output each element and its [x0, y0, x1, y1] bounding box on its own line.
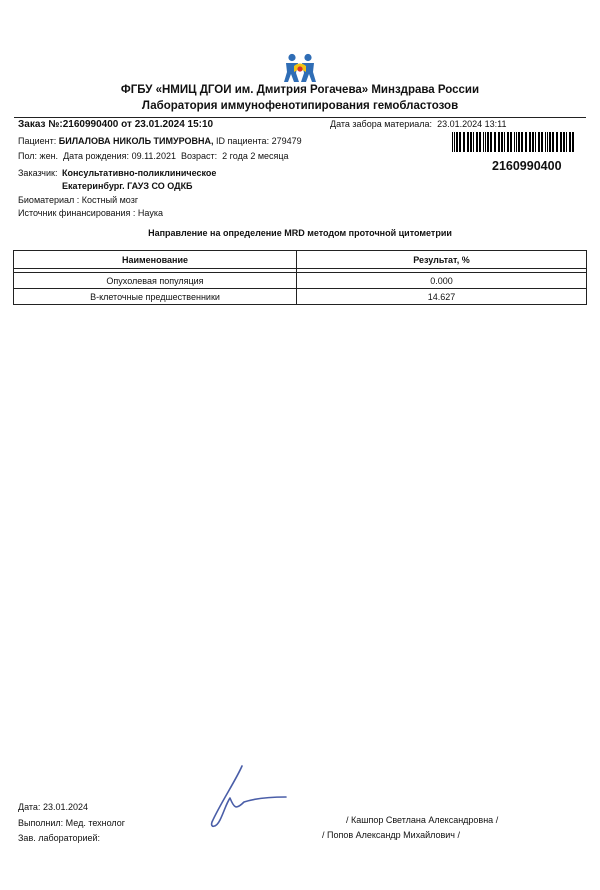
barcode-bar: [459, 132, 461, 152]
barcode-bar: [532, 132, 534, 152]
barcode-bar: [535, 132, 536, 152]
table-row: [14, 273, 587, 289]
results-header-row: [14, 251, 587, 269]
barcode: [452, 132, 576, 152]
barcode-bar: [498, 132, 500, 152]
footer-date: 23.01.2024: [42, 802, 88, 812]
result-value: 0.000: [297, 273, 587, 289]
result-value: 14.627: [297, 289, 587, 305]
order-line: [18, 119, 213, 130]
footer-date-label: Дата:: [18, 802, 41, 812]
barcode-bar: [494, 132, 496, 152]
signature: [200, 762, 290, 832]
barcode-bar: [485, 132, 486, 152]
barcode-bar: [452, 132, 453, 152]
performed-label: Выполнил:: [18, 818, 64, 828]
patient-details-line: [18, 151, 289, 161]
collection-label: Дата забора материала:: [330, 119, 433, 129]
barcode-bar: [563, 132, 565, 152]
footer-date-line: [18, 802, 88, 812]
barcode-bar: [501, 132, 503, 152]
customer-line-2: Екатеринбург. ГАУЗ СО ОДКБ: [62, 181, 193, 191]
birth-date: 09.11.2021: [131, 151, 176, 161]
birth-date-label: Дата рождения:: [63, 151, 130, 161]
barcode-bar: [483, 132, 484, 152]
name-column-header: Наименование: [14, 251, 297, 269]
order-number: 2160990400: [62, 119, 119, 130]
biomaterial-label: Биоматериал :: [18, 195, 80, 205]
age-value: 2 года 2 месяца: [222, 151, 289, 161]
header-divider: [14, 117, 586, 118]
funding-line: [18, 208, 163, 218]
collection-line: [330, 119, 506, 129]
patient-id: 279479: [271, 136, 302, 146]
barcode-bar: [454, 132, 455, 152]
results-table: [13, 250, 587, 305]
biomaterial-value: Костный мозг: [81, 195, 139, 205]
performed-role: Мед. технолог: [65, 818, 126, 828]
sex-value: жен.: [39, 151, 59, 161]
patient-line: [18, 136, 302, 146]
patient-name: БИЛАЛОВА НИКОЛЬ ТИМУРОВНА,: [58, 136, 214, 146]
patient-id-label: ID пациента:: [216, 136, 270, 146]
barcode-bar: [487, 132, 489, 152]
barcode-bar: [476, 132, 478, 152]
barcode-bar: [473, 132, 474, 152]
biomaterial-line: [18, 195, 138, 205]
funding-value: Наука: [137, 208, 163, 218]
barcode-bar: [560, 132, 562, 152]
laboratory-name: Лаборатория иммунофенотипирования гемобластозов: [141, 100, 459, 112]
barcode-bar: [463, 132, 465, 152]
barcode-bar: [552, 132, 554, 152]
barcode-bar: [467, 132, 469, 152]
barcode-bar: [541, 132, 543, 152]
barcode-bar: [479, 132, 481, 152]
order-label: Заказ №:: [18, 119, 63, 130]
performed-line: [18, 818, 125, 828]
head-name: / Попов Александр Михайлович /: [322, 830, 460, 840]
barcode-bar: [516, 132, 517, 152]
customer-line-1: Консультативно-поликлиническое: [62, 168, 217, 178]
sex-label: Пол:: [18, 151, 38, 161]
barcode-bar: [518, 132, 520, 152]
barcode-bar: [456, 132, 458, 152]
order-datetime: 23.01.2024 15:10: [134, 119, 214, 130]
barcode-bar: [549, 132, 551, 152]
result-name: Опухолевая популяция: [14, 273, 297, 289]
barcode-bar: [538, 132, 540, 152]
test-title: Направление на определение MRD методом проточной цитометрии: [148, 228, 452, 238]
barcode-number: 2160990400: [492, 159, 562, 173]
barcode-bar: [556, 132, 558, 152]
collection-datetime: 23.01.2024 13:11: [437, 119, 507, 129]
barcode-bar: [507, 132, 509, 152]
barcode-bar: [529, 132, 531, 152]
barcode-bar: [510, 132, 512, 152]
patient-label: Пациент:: [18, 136, 57, 146]
barcode-bar: [545, 132, 546, 152]
funding-label: Источник финансирования :: [18, 208, 136, 218]
barcode-bar: [547, 132, 548, 152]
barcode-bar: [514, 132, 515, 152]
result-name: В-клеточные предшественники: [14, 289, 297, 305]
barcode-bar: [470, 132, 472, 152]
customer-label: Заказчик:: [18, 168, 58, 178]
result-column-header: Результат, %: [297, 251, 587, 269]
age-label: Возраст:: [180, 151, 218, 161]
barcode-bar: [504, 132, 505, 152]
barcode-bar: [490, 132, 492, 152]
barcode-bar: [572, 132, 574, 152]
barcode-bar: [521, 132, 523, 152]
organization-name: ФГБУ «НМИЦ ДГОИ им. Дмитрия Рогачева» Минздрава России: [120, 84, 480, 96]
performed-name: / Кашпор Светлана Александровна /: [346, 815, 499, 825]
barcode-bar: [566, 132, 567, 152]
barcode-bar: [525, 132, 527, 152]
two-figures-logo-icon: [282, 53, 318, 83]
barcode-bar: [569, 132, 571, 152]
head-label: Зав. лабораторией:: [18, 833, 101, 843]
order-date-label: от: [121, 119, 132, 130]
table-row: [14, 289, 587, 305]
